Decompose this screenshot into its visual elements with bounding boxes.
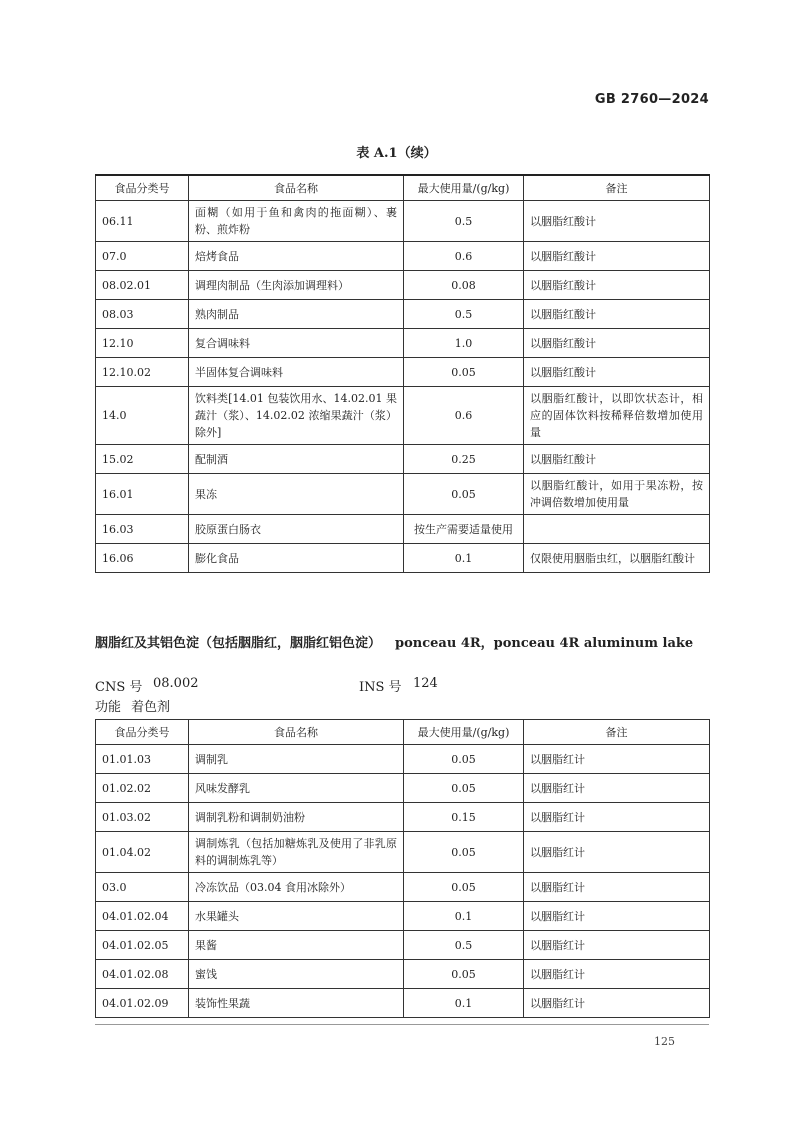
additive-title: [95, 634, 715, 653]
max-usage-cell: 0.05: [404, 960, 524, 989]
remarks-cell: 以胭脂红酸计，以即饮状态计，相应的固体饮料按稀释倍数增加使用量: [524, 387, 710, 445]
max-usage-cell: 0.6: [404, 387, 524, 445]
table-row: [96, 832, 710, 873]
remarks-cell: 以胭脂红酸计: [524, 300, 710, 329]
category-code-cell: 04.01.02.08: [96, 960, 189, 989]
function-value: 着色剂: [131, 700, 171, 715]
max-usage-cell: 0.05: [404, 832, 524, 873]
category-code-cell: 03.0: [96, 873, 189, 902]
table-row: [96, 544, 710, 573]
food-name-cell: 装饰性果蔬: [189, 989, 404, 1018]
table-row: [96, 960, 710, 989]
food-name-cell: 复合调味料: [189, 329, 404, 358]
max-usage-cell: 0.05: [404, 774, 524, 803]
remarks-cell: 以胭脂红酸计: [524, 329, 710, 358]
column-header-category-code: 食品分类号: [96, 175, 189, 201]
remarks-cell: [524, 515, 710, 544]
food-name-cell: 冷冻饮品（03.04 食用冰除外）: [189, 873, 404, 902]
food-name-cell: 饮料类[14.01 包装饮用水、14.02.01 果蔬汁（浆）、14.02.02 浓缩果蔬汁（浆）除外]: [189, 387, 404, 445]
remarks-cell: 以胭脂红计: [524, 745, 710, 774]
category-code-cell: 14.0: [96, 387, 189, 445]
remarks-cell: 以胭脂红酸计，如用于果冻粉，按冲调倍数增加使用量: [524, 474, 710, 515]
table-row: [96, 803, 710, 832]
table-header-row: [96, 175, 710, 201]
column-header-max-usage: 最大使用量/(g/kg): [404, 175, 524, 201]
table-header-row: [96, 720, 710, 745]
food-name-cell: 膨化食品: [189, 544, 404, 573]
category-code-cell: 16.06: [96, 544, 189, 573]
category-code-cell: 16.03: [96, 515, 189, 544]
food-name-cell: 调制炼乳（包括加糖炼乳及使用了非乳原料的调制炼乳等）: [189, 832, 404, 873]
additive-identifiers: [95, 676, 709, 694]
max-usage-cell: 0.25: [404, 445, 524, 474]
cns-value: 08.002: [153, 676, 199, 691]
food-name-cell: 水果罐头: [189, 902, 404, 931]
table-row: [96, 201, 710, 242]
remarks-cell: 以胭脂红计: [524, 902, 710, 931]
standard-code: GB 2760—2024: [594, 92, 709, 107]
remarks-cell: 以胭脂红酸计: [524, 358, 710, 387]
table-row: [96, 474, 710, 515]
table-row: [96, 358, 710, 387]
food-name-cell: 焙烤食品: [189, 242, 404, 271]
max-usage-cell: 0.1: [404, 902, 524, 931]
usage-table-ponceau-4r: [95, 719, 710, 1018]
food-name-cell: 果冻: [189, 474, 404, 515]
food-name-cell: 胶原蛋白肠衣: [189, 515, 404, 544]
remarks-cell: 以胭脂红计: [524, 832, 710, 873]
food-name-cell: 果酱: [189, 931, 404, 960]
remarks-cell: 以胭脂红酸计: [524, 201, 710, 242]
max-usage-cell: 0.1: [404, 989, 524, 1018]
table-row: [96, 329, 710, 358]
cns-label: CNS 号: [95, 680, 143, 695]
food-name-cell: 蜜饯: [189, 960, 404, 989]
max-usage-cell: 0.15: [404, 803, 524, 832]
remarks-cell: 以胭脂红计: [524, 989, 710, 1018]
ins-value: 124: [413, 676, 438, 691]
category-code-cell: 01.02.02: [96, 774, 189, 803]
remarks-cell: 以胭脂红计: [524, 931, 710, 960]
max-usage-cell: 1.0: [404, 329, 524, 358]
table-row: [96, 445, 710, 474]
table-row: [96, 989, 710, 1018]
table-title: 表 A.1（续）: [356, 146, 437, 161]
usage-table-carminic-acid: [95, 174, 710, 573]
table-row: [96, 873, 710, 902]
ins-label: INS 号: [359, 680, 402, 695]
category-code-cell: 01.04.02: [96, 832, 189, 873]
max-usage-cell: 0.05: [404, 745, 524, 774]
column-header-food-name: 食品名称: [189, 175, 404, 201]
max-usage-cell: 0.5: [404, 931, 524, 960]
remarks-cell: 以胭脂红计: [524, 803, 710, 832]
function-label: 功能: [95, 700, 122, 715]
category-code-cell: 12.10.02: [96, 358, 189, 387]
table-row: [96, 300, 710, 329]
table-row: [96, 271, 710, 300]
category-code-cell: 15.02: [96, 445, 189, 474]
table-body: [96, 201, 710, 573]
food-name-cell: 调制乳粉和调制奶油粉: [189, 803, 404, 832]
max-usage-cell: 0.08: [404, 271, 524, 300]
table-row: [96, 902, 710, 931]
food-name-cell: 风味发酵乳: [189, 774, 404, 803]
additive-title-cn: 胭脂红及其铝色淀（包括胭脂红，胭脂红铝色淀）: [95, 636, 382, 651]
column-header-food-name: 食品名称: [189, 720, 404, 745]
category-code-cell: 01.03.02: [96, 803, 189, 832]
category-code-cell: 08.02.01: [96, 271, 189, 300]
category-code-cell: 06.11: [96, 201, 189, 242]
category-code-cell: 01.01.03: [96, 745, 189, 774]
max-usage-cell: 0.5: [404, 300, 524, 329]
category-code-cell: 08.03: [96, 300, 189, 329]
food-name-cell: 半固体复合调味料: [189, 358, 404, 387]
food-name-cell: 熟肉制品: [189, 300, 404, 329]
remarks-cell: 仅限使用胭脂虫红，以胭脂红酸计: [524, 544, 710, 573]
table-row: [96, 931, 710, 960]
category-code-cell: 04.01.02.05: [96, 931, 189, 960]
remarks-cell: 以胭脂红计: [524, 774, 710, 803]
table-row: [96, 242, 710, 271]
food-name-cell: 配制酒: [189, 445, 404, 474]
max-usage-cell: 0.05: [404, 873, 524, 902]
food-name-cell: 调理肉制品（生肉添加调理料）: [189, 271, 404, 300]
table-row: [96, 745, 710, 774]
category-code-cell: 04.01.02.04: [96, 902, 189, 931]
remarks-cell: 以胭脂红酸计: [524, 242, 710, 271]
category-code-cell: 12.10: [96, 329, 189, 358]
table-row: [96, 774, 710, 803]
remarks-cell: 以胭脂红计: [524, 960, 710, 989]
max-usage-cell: 0.05: [404, 474, 524, 515]
column-header-max-usage: 最大使用量/(g/kg): [404, 720, 524, 745]
max-usage-cell: 0.5: [404, 201, 524, 242]
additive-function: [95, 696, 170, 715]
additive-title-en: ponceau 4R，ponceau 4R aluminum lake: [395, 636, 694, 651]
max-usage-cell: 按生产需要适量使用: [404, 515, 524, 544]
max-usage-cell: 0.1: [404, 544, 524, 573]
remarks-cell: 以胭脂红酸计: [524, 445, 710, 474]
table-row: [96, 515, 710, 544]
column-header-remarks: 备注: [524, 720, 710, 745]
table-body: [96, 745, 710, 1018]
page-number: 125: [654, 1035, 675, 1048]
category-code-cell: 04.01.02.09: [96, 989, 189, 1018]
remarks-cell: 以胭脂红酸计: [524, 271, 710, 300]
table-row: [96, 387, 710, 445]
max-usage-cell: 0.05: [404, 358, 524, 387]
food-name-cell: 面糊（如用于鱼和禽肉的拖面糊）、裹粉、煎炸粉: [189, 201, 404, 242]
remarks-cell: 以胭脂红计: [524, 873, 710, 902]
category-code-cell: 16.01: [96, 474, 189, 515]
footer-divider: [95, 1024, 709, 1025]
column-header-remarks: 备注: [524, 175, 710, 201]
column-header-category-code: 食品分类号: [96, 720, 189, 745]
max-usage-cell: 0.6: [404, 242, 524, 271]
category-code-cell: 07.0: [96, 242, 189, 271]
food-name-cell: 调制乳: [189, 745, 404, 774]
